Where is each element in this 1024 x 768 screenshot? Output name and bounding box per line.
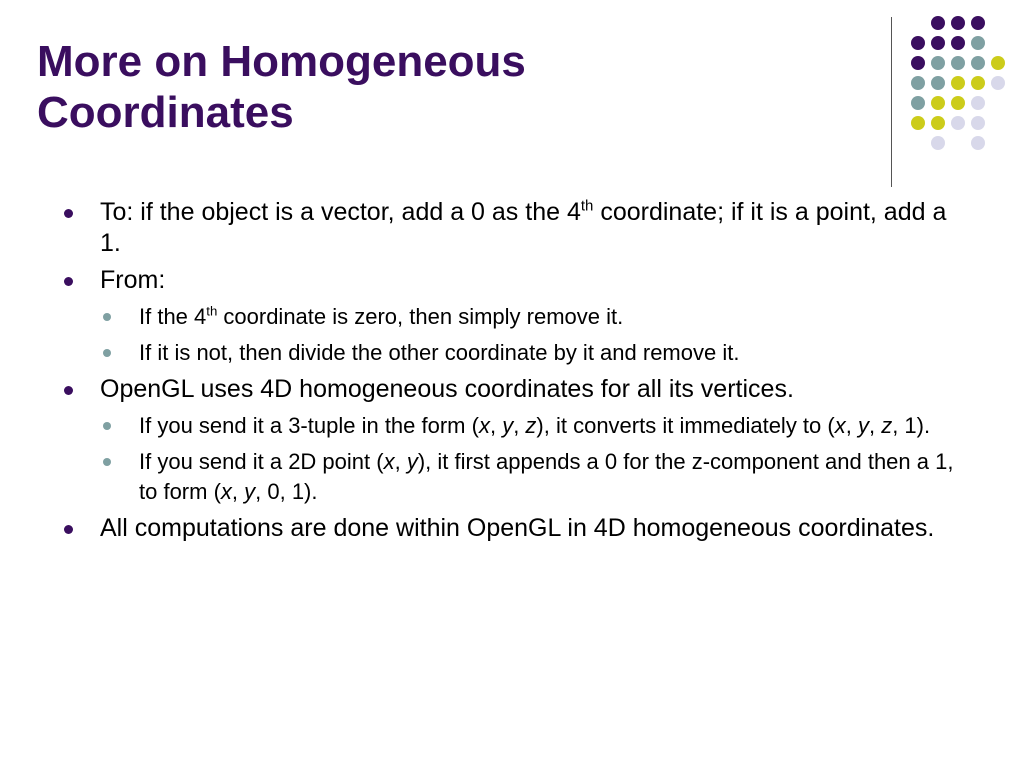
decorative-dot bbox=[951, 116, 965, 130]
bullet-marker-icon bbox=[64, 209, 73, 218]
sub-bullet-item-zero bbox=[100, 302, 962, 332]
decorative-dot bbox=[911, 76, 925, 90]
bullet-marker-icon bbox=[64, 525, 73, 534]
decorative-dot bbox=[971, 76, 985, 90]
decorative-dot bbox=[991, 56, 1005, 70]
decorative-dot bbox=[911, 116, 925, 130]
decorative-dot bbox=[971, 96, 985, 110]
title-line-1: More on Homogeneous bbox=[37, 37, 526, 86]
bullet-text: All computations are done within OpenGL in 4D homogeneous coordinates. bbox=[100, 514, 935, 542]
decorative-dot bbox=[971, 16, 985, 30]
decorative-dot bbox=[951, 16, 965, 30]
decorative-dot bbox=[911, 96, 925, 110]
sub-bullet-item-3-tuple bbox=[100, 411, 962, 441]
sub-bullet-text: If the 4th coordinate is zero, then simply remove it. bbox=[139, 303, 624, 329]
sub-bullet-item-divide bbox=[100, 338, 962, 368]
sub-bullet-text: If you send it a 3-tuple in the form (x, y, z), it converts it immediately to (x, y, z, 1). bbox=[139, 413, 931, 438]
bullet-text: From: bbox=[100, 266, 166, 294]
decorative-dot bbox=[931, 36, 945, 50]
decorative-dot bbox=[971, 116, 985, 130]
bullet-item-to bbox=[62, 197, 962, 259]
decorative-dot bbox=[991, 76, 1005, 90]
decorative-dot bbox=[971, 56, 985, 70]
sub-bullet-marker-icon bbox=[103, 458, 111, 466]
decorative-dot bbox=[931, 56, 945, 70]
decorative-dot bbox=[911, 36, 925, 50]
sub-bullet-item-2d-point bbox=[100, 447, 962, 507]
decorative-dot bbox=[951, 76, 965, 90]
bullet-item-opengl bbox=[62, 374, 962, 405]
title-divider bbox=[891, 17, 892, 187]
decorative-dot bbox=[931, 136, 945, 150]
decorative-dot bbox=[931, 16, 945, 30]
decorative-dot bbox=[971, 136, 985, 150]
decorative-dot bbox=[931, 96, 945, 110]
decorative-dot bbox=[951, 36, 965, 50]
bullet-item-computations bbox=[62, 513, 962, 544]
slide-title bbox=[37, 36, 526, 138]
bullet-marker-icon bbox=[64, 277, 73, 286]
decorative-dot bbox=[911, 56, 925, 70]
decorative-dot bbox=[971, 36, 985, 50]
decorative-dot bbox=[931, 76, 945, 90]
decorative-dot bbox=[951, 96, 965, 110]
sub-bullet-marker-icon bbox=[103, 313, 111, 321]
bullet-item-from bbox=[62, 265, 962, 296]
title-line-2: Coordinates bbox=[37, 88, 294, 137]
bullet-text: OpenGL uses 4D homogeneous coordinates for all its vertices. bbox=[100, 375, 794, 403]
decorative-dot bbox=[951, 56, 965, 70]
decorative-dot bbox=[931, 116, 945, 130]
bullet-list bbox=[62, 197, 962, 550]
bullet-marker-icon bbox=[64, 386, 73, 395]
sub-bullet-marker-icon bbox=[103, 422, 111, 430]
sub-bullet-text: If you send it a 2D point (x, y), it first appends a 0 for the z-component and then a 1, to form (x, y, 0, 1). bbox=[139, 449, 954, 504]
sub-bullet-text: If it is not, then divide the other coordinate by it and remove it. bbox=[139, 340, 740, 365]
sub-bullet-marker-icon bbox=[103, 349, 111, 357]
bullet-text: To: if the object is a vector, add a 0 as the 4th coordinate; if it is a point, add a 1. bbox=[100, 197, 947, 257]
